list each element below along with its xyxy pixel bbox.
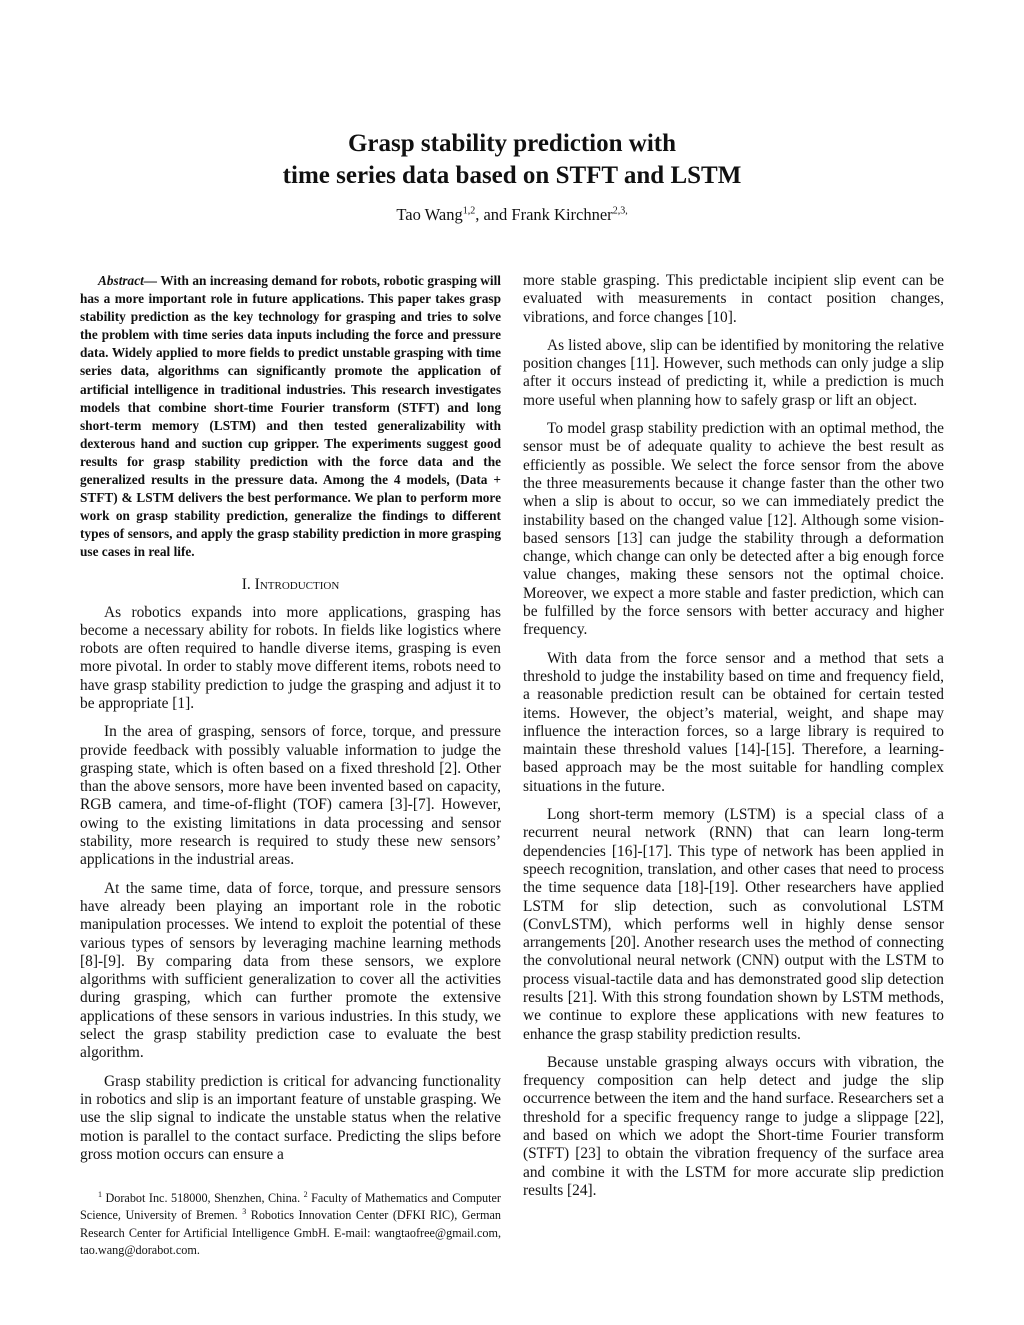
title-line-2: time series data based on STFT and LSTM bbox=[282, 162, 742, 189]
paragraph: As robotics expands into more applications, grasping has become a necessary ability for robots. In fields like logistics where robots are often required to handle diverse items, grasping is even more pivotal. In order to stably move different items, robots need to have grasp stability prediction to judge the grasping and adjust it to be appropriate [1]. bbox=[80, 603, 501, 712]
footnote-mark-3: 3 bbox=[242, 1207, 247, 1217]
paragraph: To model grasp stability prediction with an optimal method, the sensor must be of adequate quality to achieve the best result as efficiently as possible. We select the force sensor from the above the three measurements because it change faster than the other two when a slip is about to occur, so we can immediately predict the instability based on the changed value [12]. Although some vision-based sensors [13] can judge the stability through a deformation change, which change can only be detected after a big enough force value changes, making these sensors not the optimal choice. Moreover, we expect a more stable and faster prediction, which can be fulfilled by the force sensors with better accuracy and higher frequency. bbox=[523, 420, 944, 639]
footnote-text-1: Dorabot Inc. 518000, Shenzhen, China. bbox=[102, 1191, 304, 1205]
paragraph: Grasp stability prediction is critical for advancing functionality in robotics and slip is an important feature of unstable grasping. We use the slip signal to indicate the unstable status when the relative motion is parallel to the contact surface. Predicting the slips before gross motion occurs can ensure a bbox=[80, 1072, 501, 1163]
author-2: Frank Kirchner bbox=[511, 205, 613, 224]
paragraph: Long short-term memory (LSTM) is a special class of a recurrent neural network (RNN) that can learn long-term dependencies [16]-[17]. This type of network has been applied in speech recognition, translation, and other cases that need to process the time sequence data [18]-[19]. Other researchers have applied LSTM for slip detection, such as convolutional LSTM (ConvLSTM), which performs well in highly dense sensor arrangements [20]. Another research uses the method of connecting the convolutional neural network (CNN) output with the LSTM to process visual-tactile data and has demonstrated good slip detection results [21]. With this strong foundation shown by LSTM methods, we continue to explore these applications with new features to enhance the grasp stability prediction results. bbox=[523, 806, 944, 1043]
section-number: I. bbox=[241, 575, 255, 593]
author-1-affiliation: 1,2 bbox=[462, 205, 476, 217]
abstract-label: Abstract— bbox=[98, 273, 158, 288]
footnote-text-2: Faculty of Mathematics and Computer Science, University of Bremen. bbox=[80, 1191, 501, 1223]
abstract bbox=[80, 272, 501, 562]
section-heading-introduction bbox=[80, 576, 501, 594]
author-separator: , and bbox=[475, 205, 512, 224]
right-column bbox=[523, 272, 944, 1210]
author-1: Tao Wang bbox=[396, 205, 463, 224]
abstract-text: With an increasing demand for robots, robotic grasping will has a more important role in future applications. This paper takes grasp stability prediction as the key technology for grasping and tries to solve the problem with time series data inputs including the force and pressure data. Widely applied to more fields to predict unstable grasping with time series data, algorithms can significantly promote the application of artificial intelligence in traditional industries. This research investigates models that combine short-time Fourier transform (STFT) and long short-term memory (LSTM) and then tested generalizability with dexterous hand and suction cup gripper. The experiments suggest good results for grasp stability prediction with the force data and the generalized results in the pressure data. Among the 4 models, (Data + STFT) & LSTM delivers the best performance. We plan to perform more work on grasp stability prediction, generalize the findings to different types of sensors, and apply the grasp stability prediction in more grasping use cases in real life. bbox=[80, 273, 501, 560]
paper-title bbox=[0, 128, 1024, 192]
author-list bbox=[0, 205, 1024, 225]
section-title: Introduction bbox=[254, 575, 340, 593]
footnote-mark-2: 2 bbox=[303, 1189, 308, 1199]
paragraph: As listed above, slip can be identified by monitoring the relative position changes [11]. However, such methods can only judge a slip after it occurs instead of predicting it, while a prediction is much more useful when planning how to safely grasp or lift an object. bbox=[523, 336, 944, 409]
paragraph: In the area of grasping, sensors of force, torque, and pressure provide feedback with possibly valuable information to judge the grasping state, which is often based on a fixed threshold [2]. Other than the above sensors, more have been invented based on capacity, RGB camera, and time-of-flight (TOF) camera [3]-[7]. However, owing to the existing limitations in data processing and sensor stability, more research is required to study these new sensors’ applications in the industrial areas. bbox=[80, 723, 501, 869]
title-line-1: Grasp stability prediction with bbox=[347, 130, 677, 157]
left-column bbox=[80, 272, 501, 1174]
footnote-mark-1: 1 bbox=[98, 1189, 102, 1199]
author-2-affiliation: 2,3, bbox=[612, 205, 628, 217]
paragraph: Because unstable grasping always occurs with vibration, the frequency composition can help detect and judge the slip occurrence between the item and the hand surface. Researchers set a threshold for a specific frequency range to judge a slippage [22], and based on which we adopt the Short-time Fourier transform (STFT) [23] to obtain the vibration frequency of the surface area and combine it with the LSTM for more accurate slip prediction results [24]. bbox=[523, 1053, 944, 1199]
footnote-text-3: Robotics Innovation Center (DFKI RIC), German Research Center for Artificial Intelligence GmbH. E-mail: wangtaofree@gmail.com, tao.wang@dorabot.com. bbox=[80, 1208, 501, 1258]
paragraph-continued: more stable grasping. This predictable incipient slip event can be evaluated with measurements in contact position changes, vibrations, and force changes [10]. bbox=[523, 272, 944, 326]
paragraph: With data from the force sensor and a method that sets a threshold to judge the instability based on time and frequency field, a reasonable prediction result can be obtained for certain tested items. However, the object’s material, weight, and shape may influence the interaction forces, so a large library is required to maintain these threshold values [14]-[15]. Therefore, a learning-based approach may be the most suitable for handling complex situations in the future. bbox=[523, 649, 944, 795]
footnote-affiliations bbox=[80, 1190, 501, 1260]
paragraph: At the same time, data of force, torque, and pressure sensors have already been playing an important role in the robotic manipulation processes. We intend to exploit the potential of these various types of sensors by leveraging machine learning methods [8]-[9]. By comparing data from these sensors, we explore algorithms with sufficient generalization to cover all the activities during grasping, which can further promote the extensive applications of these sensors in various industries. In this study, we select the grasp stability prediction case to evaluate the best algorithm. bbox=[80, 879, 501, 1062]
